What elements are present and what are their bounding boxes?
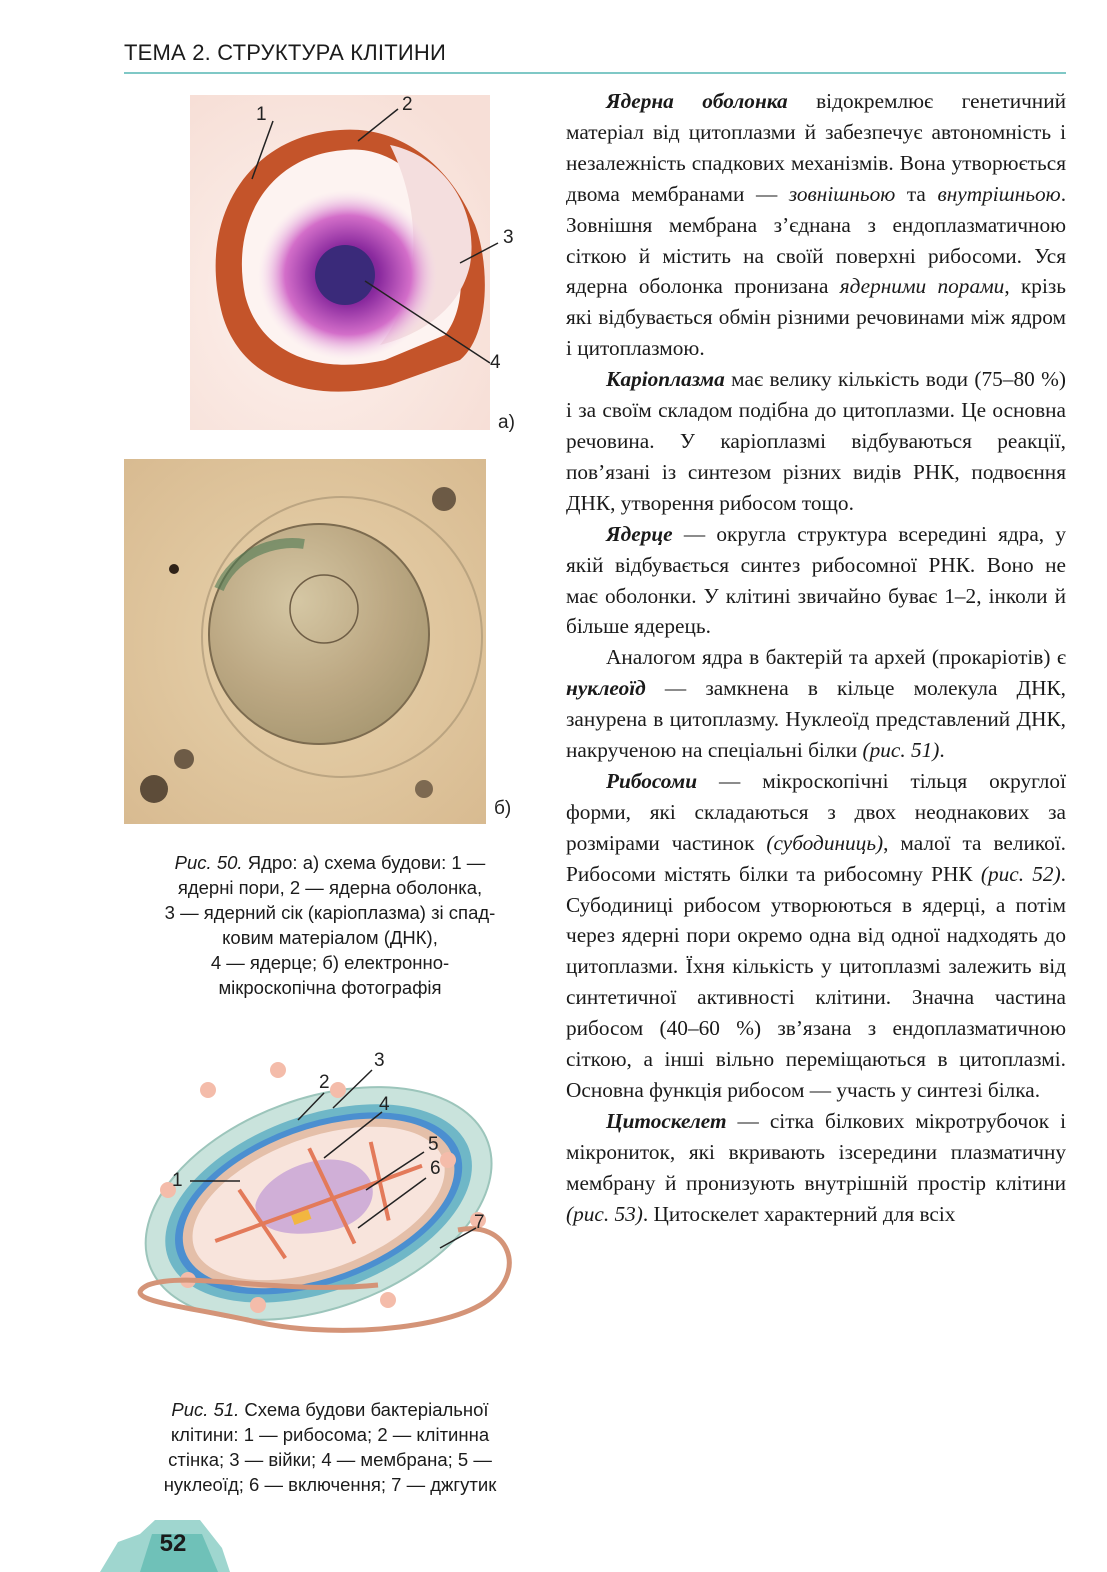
fig50-caption-line: Ядро: а) схема будови: 1 — [242,852,486,873]
text-run: — мікроскопічні тільця округлої форми, які складаються з двох неоднакових за розмірами частинок [566,768,1066,855]
paragraph-cytoskeleton [566,1106,1066,1230]
fig50-callout-2: 2 [402,94,413,115]
paragraph-karyoplasm [566,364,1066,519]
text-run: Аналогом ядра в бактерій та архей (прокаріотів) є [606,645,1066,670]
paragraph-nucleolus [566,519,1066,643]
fig51-callout-7: 7 [474,1212,485,1233]
fig50-callout-1: 1 [256,104,267,125]
main-text-column [566,86,1066,1230]
fig51-callout-3: 3 [374,1050,385,1071]
italic-run: (субодиниць) [766,830,884,855]
figure-ref: (рис. 52) [980,861,1061,886]
text-run: . [939,738,945,763]
fig51-caption-line: клітини: 1 — рибосома; 2 — клітинна [170,1424,490,1445]
fig50-caption-ref: Рис. 50. [174,852,243,873]
term-nucleoid: нуклеоїд [566,676,646,701]
bacterial-cell-schematic [128,1050,528,1350]
figure-ref: (рис. 51) [862,738,940,763]
term-karyoplasm: Каріоплазма [606,367,725,392]
paragraph-nuclear-envelope [566,86,1066,364]
nucleus-micrograph [124,459,486,824]
paragraph-ribosomes [566,766,1066,1106]
fig51-callout-6: 6 [430,1158,441,1179]
fig50-panel-b-label: б) [494,798,512,819]
fig50-callout-3: 3 [503,227,514,248]
fig50-caption-line: ковим матеріалом (ДНК), [222,927,438,948]
fig51-caption-line: нуклеоїд; 6 — включення; 7 — джгутик [163,1474,497,1495]
text-run: має велику кількість води (75–80 %) і за своїм складом подібна до цитоплазми. Це основна речовина. У каріоплазмі відбуваються реакції, пов’язані із синтезом різних видів РНК, подвоєння ДНК, утворення рибосом тощо. [566,367,1066,515]
italic-run: внутрішньою [937,181,1061,206]
fig50-caption-line: ядерні пори, 2 — ядерна оболонка, [177,877,483,898]
fig51-caption-line: стінка; 3 — війки; 4 — мембрана; 5 — [168,1449,492,1470]
fig50-caption [116,850,544,1000]
fig51-callout-4: 4 [379,1094,390,1115]
fig51-callout-2: 2 [319,1072,330,1093]
fig50-caption-line: 4 — ядерце; б) електронно- [210,952,450,973]
text-run: . Субодиниці рибосом утворюються в ядерці, а потім через ядерні пори окремо одна від одної надходять до цитоплазми. Їхня кількість у цитоплазмі залежить від синтетичної активності клітини. Значна частина рибосом (40–60 %) зв’язана з ендоплазматичною сіткою, а інші вільно переміщаються в цитоплазмі. Основна функція рибосом — участь у синтезі білка. [566,861,1066,1102]
fig50-callout-4: 4 [490,352,501,373]
text-run: відокремлює генетичний матеріал від цитоплазми й забезпечує автономність і незалежність спадкових механізмів. Вона утворюється двома мембранами — [566,89,1066,206]
fig51-caption [116,1397,544,1497]
text-run: — округла структура всередині ядра, у якій відбувається синтез рибосомної РНК. Воно не має оболонки. У клітині звичайно буває 1–2, інколи й більше ядерець. [566,521,1066,639]
text-run: — замкнена в кільце молекула ДНК, занурена в цитоплазму. Нуклеоїд представлений ДНК, накрученою на спеціальні білки [566,676,1066,763]
term-cytoskeleton: Цитоскелет [606,1108,727,1133]
italic-run: ядерними порами [839,274,1005,299]
term-nuclear-envelope: Ядерна оболонка [606,89,788,113]
fig50-caption-line: 3 — ядерний сік (каріоплазма) зі спад- [164,902,496,923]
paragraph-nucleoid [566,642,1066,766]
fig50-panel-a-label: а) [498,412,515,433]
text-run: . Зовнішня мембрана з’єднана з ендоплазматичною сіткою й містить на своїй поверхні рибосоми. Уся ядерна оболонка пронизана [566,181,1067,299]
text-run: — сітка білкових мікротрубочок і мікрониток, які вкривають ізсередини плазматичну мембрану й пронизують внутрішній простір клітини [566,1108,1066,1195]
page-number: 52 [159,1530,187,1557]
text-run: , крізь які відбувається обмін різними речовинами між ядром і цитоплазмою. [566,274,1066,361]
italic-run: зовнішньою [788,181,896,206]
fig51-callout-1: 1 [172,1170,183,1191]
figure-ref: (рис. 53) [566,1201,643,1226]
header-divider [124,72,1066,74]
term-nucleolus: Ядерце [606,521,673,546]
fig51-caption-line: Схема будови бактеріальної [239,1399,489,1420]
nucleus-schematic [190,95,530,435]
fig51-caption-ref: Рис. 51. [171,1399,240,1420]
fig51-callout-5: 5 [428,1134,439,1155]
page-header-title: ТЕМА 2. СТРУКТУРА КЛІТИНИ [124,40,446,65]
term-ribosomes: Рибосоми [606,768,698,793]
text-run: , малої та великої. Рибосоми містять білки та рибосомну РНК [566,830,1067,886]
text-run: . Цитоскелет характерний для всіх [642,1201,956,1226]
fig50-caption-line: мікроскопічна фотографія [218,977,442,998]
text-run: та [895,181,938,206]
